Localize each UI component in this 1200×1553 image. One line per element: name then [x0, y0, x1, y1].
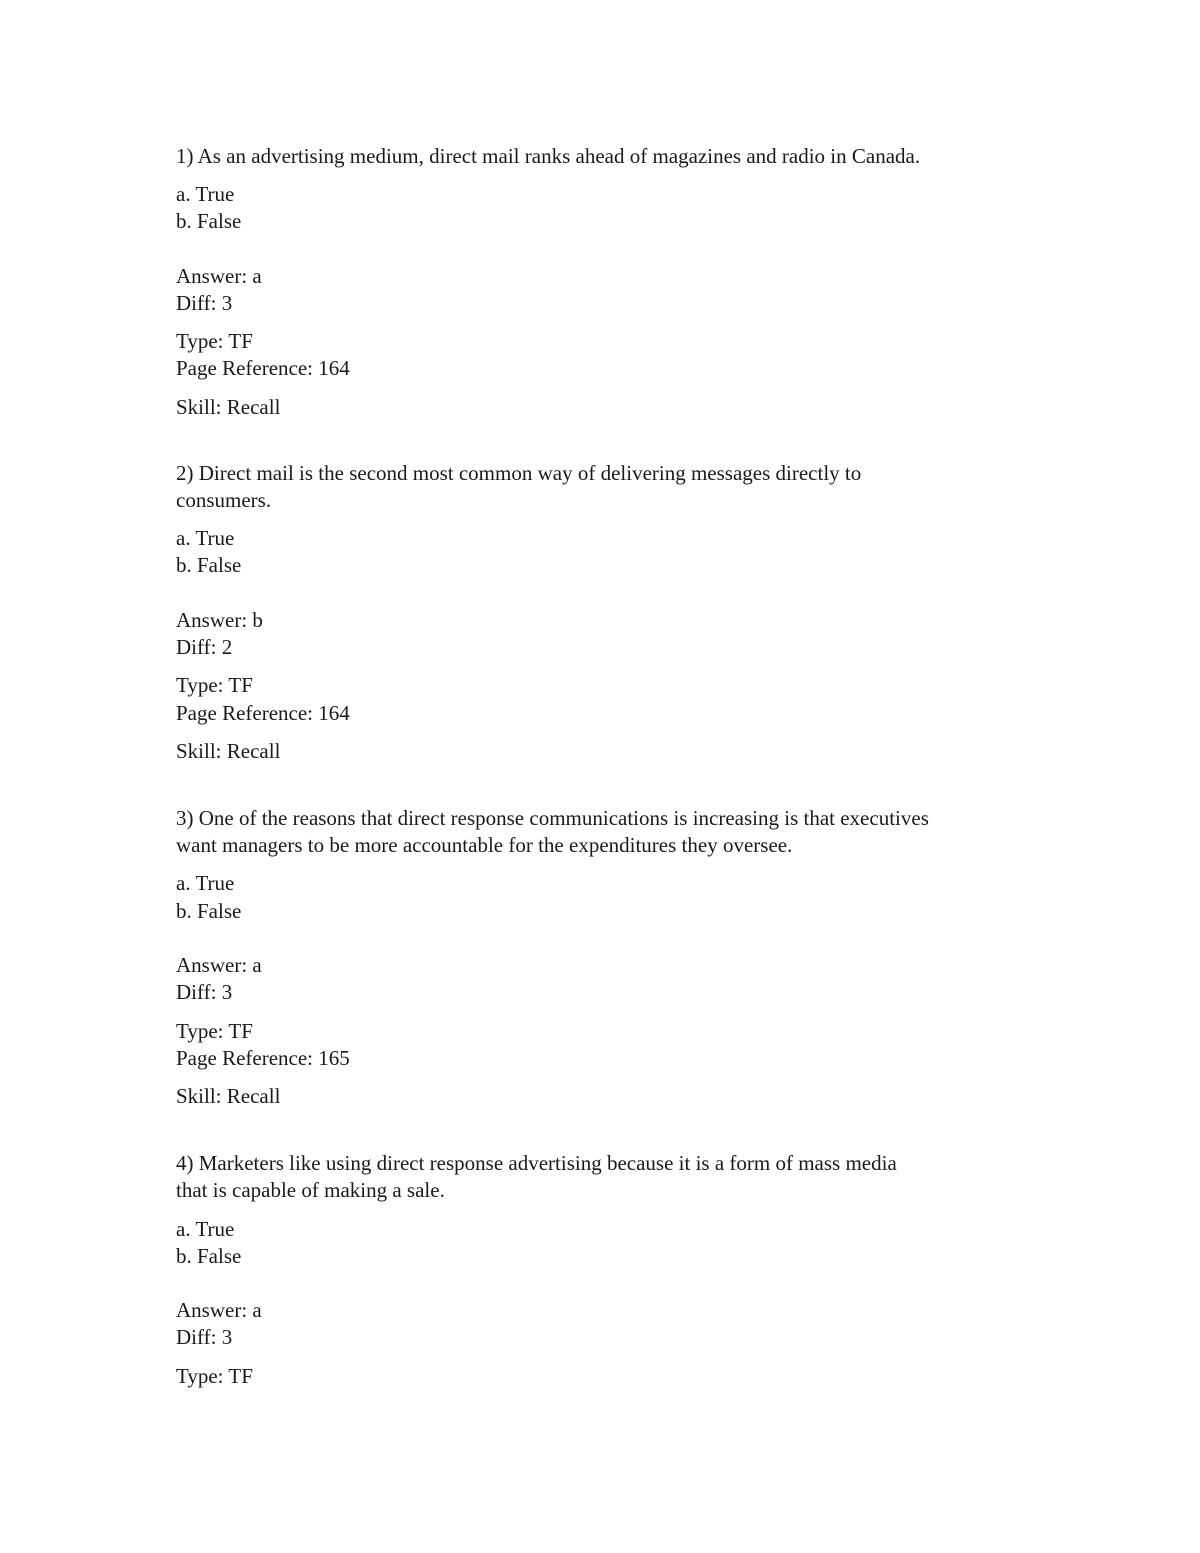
question-3-skill: Skill: Recall	[176, 1084, 281, 1108]
question-3-answer: Answer: a	[176, 953, 262, 977]
question-3-diff: Diff: 3	[176, 980, 233, 1004]
question-1-skill: Skill: Recall	[176, 395, 281, 419]
question-2-stem-line-1: 2) Direct mail is the second most common way of delivering messages directly to	[176, 461, 862, 485]
question-3-stem-line-1: 3) One of the reasons that direct response communications is increasing is that executives	[176, 806, 929, 830]
question-3-type: Type: TF	[176, 1019, 253, 1043]
question-1-stem-line-1: 1) As an advertising medium, direct mail ranks ahead of magazines and radio in Canada.	[176, 144, 921, 168]
question-4-answer: Answer: a	[176, 1298, 262, 1322]
question-1-option-a: a. True	[176, 182, 235, 206]
question-1-page-reference: Page Reference: 164	[176, 356, 350, 380]
question-3-stem-line-2: want managers to be more accountable for the expenditures they oversee.	[176, 833, 793, 857]
question-2-skill: Skill: Recall	[176, 739, 281, 763]
question-3-page-reference: Page Reference: 165	[176, 1046, 350, 1070]
question-1-option-b: b. False	[176, 209, 242, 233]
question-2-diff: Diff: 2	[176, 635, 233, 659]
question-1-type: Type: TF	[176, 329, 253, 353]
question-4-diff: Diff: 3	[176, 1325, 233, 1349]
question-4-type: Type: TF	[176, 1364, 253, 1388]
question-2-option-b: b. False	[176, 553, 242, 577]
question-1-answer: Answer: a	[176, 264, 262, 288]
question-2-page-reference: Page Reference: 164	[176, 701, 350, 725]
question-2-answer: Answer: b	[176, 608, 263, 632]
question-2-stem-line-2: consumers.	[176, 488, 272, 512]
question-4-stem-line-2: that is capable of making a sale.	[176, 1178, 445, 1202]
question-4-option-b: b. False	[176, 1244, 242, 1268]
question-2-option-a: a. True	[176, 526, 235, 550]
question-4-option-a: a. True	[176, 1217, 235, 1241]
question-3-option-b: b. False	[176, 899, 242, 923]
question-1-diff: Diff: 3	[176, 291, 233, 315]
question-4-stem-line-1: 4) Marketers like using direct response advertising because it is a form of mass media	[176, 1151, 897, 1175]
question-2-type: Type: TF	[176, 673, 253, 697]
question-3-option-a: a. True	[176, 871, 235, 895]
